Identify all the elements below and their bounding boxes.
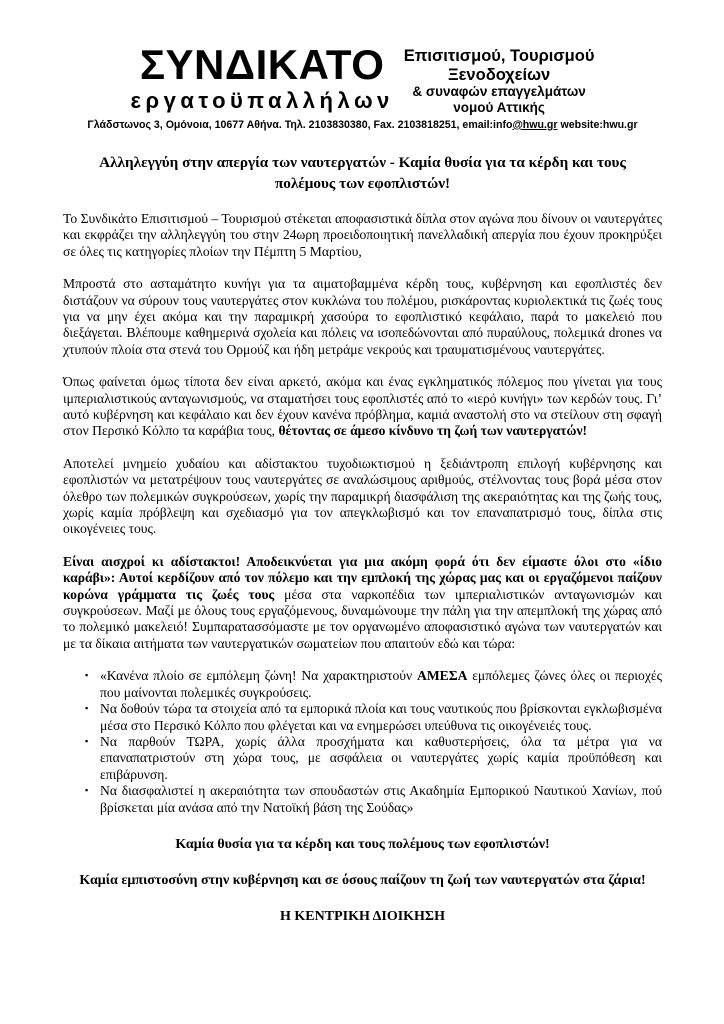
letterhead-top: [130, 41, 595, 115]
contact-address: Γλάδστωνος 3, Ομόνοια, 10677 Αθήνα. Τηλ. 2103830380, Fax. 2103818251, email:info: [87, 118, 513, 131]
text-segment: Αποτελεί μνημείο χυδαίου και αδίστακτου τυχοδιωκτισμού η ξεδιάντροπη επιλογή κυβέρνησης και εφοπλιστών να μετατρέψουν τους ναυτεργάτες σε αναλώσιμους αριθμούς, στέλνοντας τους βορά μέσα στον όλεθρο των πολεμικών συγκρούσεων, χωρίς την παραμικρή διασφάλιση της ακεραιότητας και της ζωής τους, χωρίς καμία πρόβλεψη και σχεδιασμό για τον απεγκλωβισμό και τον επαναπατρισμό τους, δίπλα στις οικογένειες τους.: [63, 455, 662, 537]
closing-slogan: Καμία εμπιστοσύνη στην κυβέρνηση και σε όσους παίζουν τη ζωή των ναυτεργατών στα ζάρια!: [79, 872, 646, 888]
paragraph: [63, 374, 662, 440]
bold-text-segment: θέτοντας σε άμεσο κίνδυνο τη ζωή των ναυτεργατών!: [278, 423, 588, 439]
bullet-square-icon: ▪: [85, 703, 89, 714]
bullet-square-icon: ▪: [85, 785, 89, 796]
demand-item: [63, 668, 662, 701]
text-segment: εμπόλεμες ζώνες όλες οι περιοχές που μαίνονται πολεμικές συγκρούσεις.: [100, 668, 662, 700]
letterhead: [63, 41, 662, 131]
paragraph: [63, 456, 662, 538]
text-segment: Το Συνδικάτο Επισιτισμού – Τουρισμού στέκεται αποφασιστικά δίπλα στον αγώνα που δίνουν οι ναυτεργάτες και εκφράζει την αλληλεγγύη του στην 24ωρη προειδοποιητική πανελλαδική απεργία που έχουν προκηρύξει σε όλες τις κατηγορίες πλοίων την Πέμπτη 5 Μαρτίου,: [63, 210, 662, 259]
body-paragraphs: [63, 211, 662, 652]
email-link: @hwu.gr: [512, 118, 558, 131]
closing-slogan: Η ΚΕΝΤΡΙΚΗ ΔΙΟΙΚΗΣΗ: [280, 908, 445, 924]
paragraph: [63, 554, 662, 652]
text-segment: Όπως φαίνεται όμως τίποτα δεν είναι αρκετό, ακόμα και ένας εγκληματικός πόλεμος που γίνεται για τους ιμπεριαλιστικούς ανταγωνισμούς, να σταματήσει τους εφοπλιστές από το «ιερό κυνήγι» των κερδών τους. Γι’ αυτό κυβέρνηση και κεφάλαιο και δεν έχουν κανένα πρόβλημα, καμιά αναστολή στο να στείλουν στη σφαγή στον Περσικό Κόλπο τα καράβια τους,: [63, 374, 662, 439]
text-segment: Να διασφαλιστεί η ακεραιότητα των σπουδαστών στις Ακαδημία Εμπορικού Ναυτικού Χανίων, πού βρίσκεται μία ανάσα από την Νατοϊκή βάση της Σούδας»: [100, 783, 662, 815]
bold-text-segment: ΑΜΕΣΑ: [417, 668, 468, 684]
demand-item: [63, 701, 662, 734]
bullet-square-icon: ▪: [85, 735, 89, 746]
text-segment: Να δοθούν τώρα τα στοιχεία από τα εμπορικά πλοία και τους ναυτικούς που βρίσκονται εγκλωβισμένα μέσα στο Περσικό Κόλπο που φλέγεται και να ενημερώσει υπεύθυνα τις οικογένειές τους.: [100, 701, 662, 733]
sector-line: νομού Αττικής: [453, 99, 545, 115]
text-segment: «Κανένα πλοίο σε εμπόλεμη ζώνη! Να χαρακτηριστούν: [100, 668, 417, 684]
paragraph: [63, 276, 662, 358]
paragraph: [63, 211, 662, 260]
text-segment: Μπροστά στο ασταμάτητο κυνήγι για τα αιματοβαμμένα κέρδη τους, κυβέρνηση και εφοπλιστές δεν διστάζουν να σύρουν τους ναυτεργάτες στον κυκλώνα του πολέμου, ρισκάροντας κυριολεκτικά τις ζωές τους για να μην έχει ακόμα και την παραμικρή χασούρα το εφοπλιστικό κεφάλαιο, παρά το μακελειό που διεξάγεται. Βλέπουμε καθημερινά σχολεία και πόλεις να ισοπεδώνονται από πυραύλους, πολεμικά drones να χτυπούν πλοία στα στενά του Ορμούζ και ήδη μετράμε νεκρούς και τραυματισμένους ναυτεργάτες.: [63, 276, 662, 357]
union-logo: [130, 41, 394, 114]
demand-item: [63, 783, 662, 816]
contact-website: website:hwu.gr: [557, 118, 638, 131]
bullet-square-icon: ▪: [85, 670, 89, 681]
sector-line: & συναφών επαγγελμάτων: [412, 84, 586, 100]
org-subtitle: εργατοϋπαλλήλων: [130, 87, 394, 113]
closing-slogans: [63, 836, 662, 925]
closing-slogan: Καμία θυσία για τα κέρδη και τους πολέμους των εφοπλιστών!: [175, 836, 550, 852]
demand-item: [63, 734, 662, 783]
sector-line: Επισιτισμού, Τουρισμού: [403, 47, 595, 65]
document-title: Αλληλεγγύη στην απεργία των ναυτεργατών - Καμία θυσία για τα κέρδη και τους πολέμους των εφοπλιστών!: [99, 153, 626, 193]
contact-line: [63, 119, 662, 131]
text-segment: μέσα στα ναρκοπέδια των ιμπεριαλιστικών ανταγωνισμών και συγκρούσεων. Μαζί με όλους τους εργαζόμενους, δυναμώνουμε την πάλη για την απεμπλοκή της χώρας από το πολεμικό μακελειό! Συμπαρατασσόμαστε με τον οργανωμένο αποφασιστικό αγώνα των ναυτεργατών και με τα δίκαια αιτήματα των ναυτεργατικών σωματείων που απαιτούν εδώ και τώρα:: [63, 586, 662, 651]
org-name: ΣΥΝΔΙΚΑΤΟ: [139, 41, 385, 88]
bold-text-segment: Είναι αισχροί κι αδίστακτοι! Αποδεικνύεται για μια ακόμη φορά ότι δεν είμαστε όλοι στο «ίδιο καράβι»: Αυτοί κερδίζουν από τον πόλεμο και την εμπλοκή της χώρας μας και οι εργαζόμενοι παίζουν κορώνα γράμματα τις ζωές τους: [63, 553, 662, 602]
sector-line: Ξενοδοχείων: [447, 65, 551, 84]
text-segment: Να παρθούν ΤΩΡΑ, χωρίς άλλα προσχήματα και καθυστερήσεις, όλα τα μέτρα για να επαναπατριστούν στη χώρα τους, με ασφάλεια οι ναυτεργάτες χωρίς καμία προϋπόθεση και επιβάρυνση.: [100, 733, 662, 782]
demands-list: [63, 668, 662, 816]
org-sector-block: [404, 46, 595, 115]
